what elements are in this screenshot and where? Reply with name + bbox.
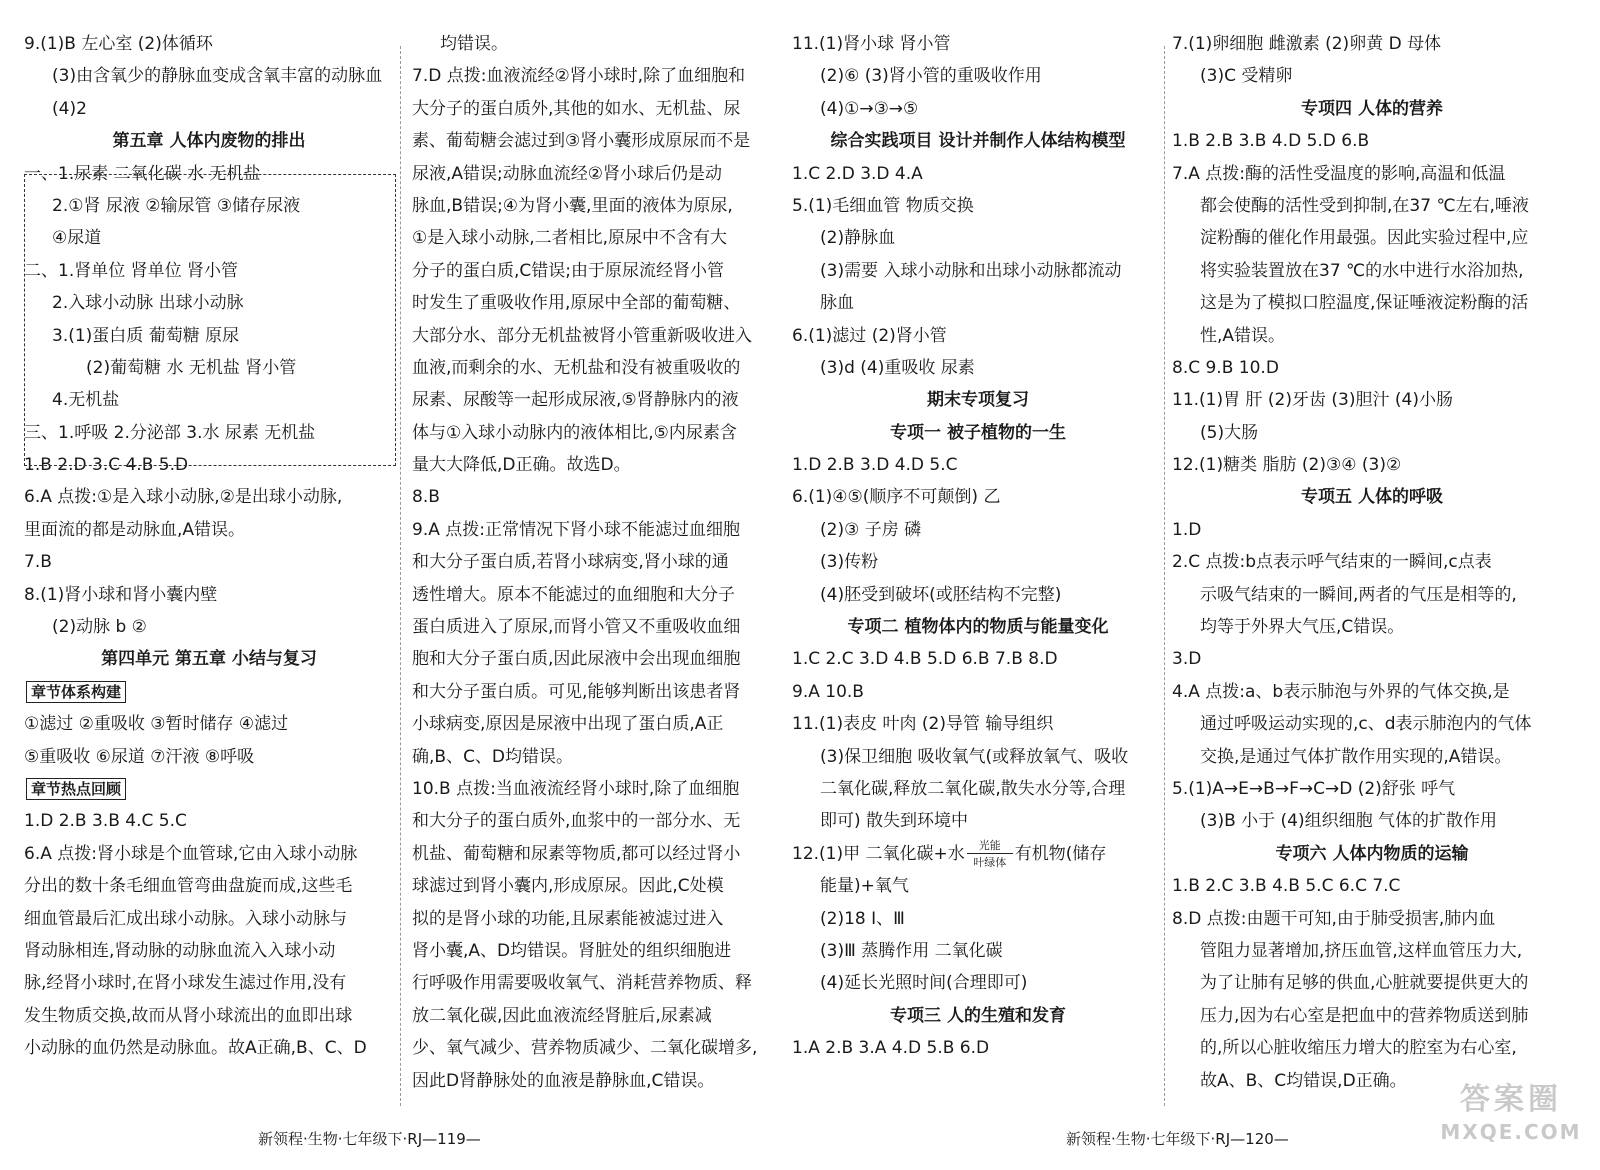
- answer-line: 小球病变,原因是尿液中出现了蛋白质,A正: [412, 714, 724, 735]
- answer-line: 1.C 2.C 3.D 4.B 5.D 6.B 7.B 8.D: [792, 649, 1058, 670]
- answer-line: 将实验装置放在37 ℃的水中进行水浴加热,: [1200, 260, 1524, 281]
- answer-line: 尿素、尿酸等一起形成尿液,⑤肾静脉内的液: [412, 390, 739, 411]
- answer-line: 三、1.呼吸 2.分泌部 3.水 尿素 无机盐: [24, 422, 316, 443]
- summary-dashed-box: [24, 174, 396, 466]
- answer-line: 机盐、葡萄糖和尿素等物质,都可以经过肾小: [412, 843, 741, 864]
- answer-line: (3)d (4)重吸收 尿素: [820, 357, 975, 378]
- answer-line: 和大分子蛋白质,若肾小球病变,肾小球的通: [412, 552, 729, 573]
- answer-line: (5)大肠: [1200, 422, 1259, 443]
- section-heading: 期末专项复习: [927, 390, 1029, 411]
- answer-line: 4.A 点拨:a、b表示肺泡与外界的气体交换,是: [1172, 681, 1510, 702]
- section-heading: 专项一 被子植物的一生: [890, 422, 1066, 443]
- answer-line: 1.B 2.B 3.B 4.D 5.D 6.B: [1172, 131, 1370, 152]
- answer-line: 能量)+氧气: [820, 876, 909, 897]
- answer-line: 放二氧化碳,因此血液流经肾脏后,尿素减: [412, 1005, 712, 1026]
- answer-line: 11.(1)表皮 叶肉 (2)导管 输导组织: [792, 714, 1054, 735]
- section-tag: [24, 773, 394, 805]
- answer-line: 脉血,B错误;④为肾小囊,里面的液体为原尿,: [412, 195, 733, 216]
- answer-line: 里面流的都是动脉血,A错误。: [24, 519, 246, 540]
- answer-line: 分出的数十条毛细血管弯曲盘旋而成,这些毛: [24, 876, 353, 897]
- answer-line: 都会使酶的活性受到抑制,在37 ℃左右,唾液: [1200, 195, 1529, 216]
- answer-line: 8.(1)肾小球和肾小囊内壁: [24, 584, 218, 605]
- answer-line: (3)B 小于 (4)组织细胞 气体的扩散作用: [1200, 811, 1498, 832]
- answer-line: (4)延长光照时间(合理即可): [820, 973, 1028, 994]
- answer-line: ①是入球小动脉,二者相比,原尿中不含有大: [412, 228, 728, 249]
- answer-line: 压力,因为右心室是把血中的营养物质送到肺: [1200, 1005, 1529, 1026]
- answer-line: 1.B 2.C 3.B 4.B 5.C 6.C 7.C: [1172, 876, 1401, 897]
- section-tag: [24, 676, 394, 708]
- answer-line: (3)传粉: [820, 552, 879, 573]
- arrow-condition-top: 光能: [978, 838, 1001, 852]
- answer-line: 胞和大分子蛋白质,因此尿液中会出现血细胞: [412, 649, 741, 670]
- answer-line: (4)胚受到破坏(或胚结构不完整): [820, 584, 1062, 605]
- answer-line: 二氧化碳,释放二氧化碳,散失水分等,合理: [820, 778, 1126, 799]
- answer-line: 6.A 点拨:肾小球是个血管球,它由入球小动脉: [24, 843, 358, 864]
- answer-line: 7.A 点拨:酶的活性受温度的影响,高温和低温: [1172, 163, 1506, 184]
- answer-line: 的,所以心脏收缩压力增大的腔室为右心室,: [1200, 1038, 1517, 1059]
- answer-line: 7.B: [24, 552, 52, 573]
- column-4: [1172, 28, 1572, 1097]
- section-heading: 专项六 人体内物质的运输: [1275, 843, 1469, 864]
- answer-line: 大部分水、部分无机盐被肾小管重新吸收进入: [412, 325, 752, 346]
- arrow-condition-bottom: 叶绿体: [973, 855, 1007, 869]
- answer-line: 通过呼吸运动实现的,c、d表示肺泡内的气体: [1200, 714, 1532, 735]
- answer-line: 1.B 2.D 3.C 4.B 5.D: [24, 455, 189, 476]
- answer-line: 8.D 点拨:由题干可知,由于肺受损害,肺内血: [1172, 908, 1496, 929]
- answer-line: 管阻力显著增加,挤压血管,这样血管压力大,: [1200, 940, 1523, 961]
- answer-line: 6.A 点拨:①是入球小动脉,②是出球小动脉,: [24, 487, 343, 508]
- answer-line: 均错误。: [440, 34, 508, 54]
- watermark-url: MXQE.COM: [1440, 1120, 1582, 1144]
- answer-line: ①滤过 ②重吸收 ③暂时储存 ④滤过: [24, 714, 289, 735]
- answer-line: 交换,是通过气体扩散作用实现的,A错误。: [1200, 746, 1512, 767]
- answer-line: 1.A 2.B 3.A 4.D 5.B 6.D: [792, 1038, 990, 1059]
- watermark-title: 答案圈: [1460, 1082, 1562, 1117]
- answer-line: 因此D肾静脉处的血液是静脉血,C错误。: [412, 1070, 715, 1091]
- answer-line: 一、1.尿素 二氧化碳 水 无机盐: [24, 163, 261, 184]
- answer-line: 和大分子的蛋白质外,血浆中的一部分水、无: [412, 811, 741, 832]
- section-heading: 第四单元 第五章 小结与复习: [101, 649, 317, 670]
- section-heading: 第五章 人体内废物的排出: [112, 131, 306, 152]
- watermark-logo: [1436, 1080, 1586, 1150]
- answer-line: 和大分子蛋白质。可见,能够判断出该患者肾: [412, 681, 741, 702]
- answer-line: 为了让肺有足够的供血,心脏就要提供更大的: [1200, 973, 1529, 994]
- answer-line: (4)①→③→⑤: [820, 98, 919, 119]
- answer-line: 分子的蛋白质,C错误;由于原尿流经肾小管: [412, 260, 725, 281]
- answer-line: 大分子的蛋白质外,其他的如水、无机盐、尿: [412, 98, 741, 119]
- answer-line: (3)由含氧少的静脉血变成含氧丰富的动脉血: [52, 66, 383, 87]
- answer-line: 脉血: [820, 293, 854, 314]
- answer-line: (3)C 受精卵: [1200, 66, 1293, 87]
- answer-line: 血液,而剩余的水、无机盐和没有被重吸收的: [412, 357, 741, 378]
- answer-line: 脉,经肾小球时,在肾小球发生滤过作用,没有: [24, 973, 347, 994]
- answer-line: 2.入球小动脉 出球小动脉: [52, 293, 244, 314]
- answer-line: 4.无机盐: [52, 390, 120, 411]
- answer-line: 示吸气结束的一瞬间,两者的气压是相等的,: [1200, 584, 1517, 605]
- answer-line: (2)动脉 b ②: [52, 617, 147, 638]
- answer-line: 8.C 9.B 10.D: [1172, 357, 1279, 378]
- answer-line: 5.(1)毛细血管 物质交换: [792, 195, 974, 216]
- answer-line: 8.B: [412, 487, 440, 508]
- answer-line: 即可) 散失到环境中: [820, 811, 969, 832]
- answer-line: 1.D 2.B 3.B 4.C 5.C: [24, 811, 187, 832]
- answer-line: (3)Ⅲ 蒸腾作用 二氧化碳: [820, 940, 1003, 961]
- answer-line: 量大大降低,D正确。故选D。: [412, 455, 631, 476]
- answer-line: 故A、B、C均错误,D正确。: [1200, 1070, 1407, 1091]
- answer-line: 少、氧气减少、营养物质减少、二氧化碳增多,: [412, 1038, 758, 1059]
- answer-line: 12.(1)糖类 脂肪 (2)③④ (3)②: [1172, 455, 1402, 476]
- answer-line: 性,A错误。: [1200, 325, 1286, 346]
- answer-line: 7.D 点拨:血液流经②肾小球时,除了血细胞和: [412, 66, 746, 87]
- answer-line: 蛋白质进入了原尿,而肾小管又不重吸收血细: [412, 617, 741, 638]
- answer-line: 细血管最后汇成出球小动脉。入球小动脉与: [24, 908, 347, 929]
- answer-line: 9.(1)B 左心室 (2)体循环: [24, 34, 213, 54]
- answer-line: 肾动脉相连,肾动脉的动脉血流入入球小动: [24, 940, 336, 961]
- answer-line: 行呼吸作用需要吸收氧气、消耗营养物质、释: [412, 973, 752, 994]
- answer-line: 尿液,A错误;动脉血流经②肾小球后仍是动: [412, 163, 723, 184]
- answer-line: 素、葡萄糖会滤过到③肾小囊形成原尿而不是: [412, 131, 751, 152]
- answer-line: (2)静脉血: [820, 228, 896, 249]
- answer-line: 2.C 点拨:b点表示呼气结束的一瞬间,c点表: [1172, 552, 1492, 573]
- equation-line: [792, 838, 1164, 870]
- answer-line: 5.(1)A→E→B→F→C→D (2)舒张 呼气: [1172, 778, 1456, 799]
- answer-line: 拟的是肾小球的功能,且尿素能被滤过进入: [412, 908, 724, 929]
- column-divider: [400, 46, 401, 1106]
- column-3: [792, 28, 1164, 1065]
- answer-line: 这是为了模拟口腔温度,保证唾液淀粉酶的活: [1200, 293, 1529, 314]
- answer-line: 6.(1)④⑤(顺序不可颠倒) 乙: [792, 487, 1001, 508]
- answer-line: (2)18 Ⅰ、Ⅲ: [820, 908, 905, 929]
- answer-line: ⑤重吸收 ⑥尿道 ⑦汗液 ⑧呼吸: [24, 746, 255, 767]
- answer-line: 二、1.肾单位 肾单位 肾小管: [24, 260, 239, 281]
- answer-line: 小动脉的血仍然是动脉血。故A正确,B、C、D: [24, 1038, 367, 1059]
- answer-line: (3)保卫细胞 吸收氧气(或释放氧气、吸收: [820, 746, 1129, 767]
- answer-line: (3)需要 入球小动脉和出球小动脉都流动: [820, 260, 1122, 281]
- answer-line: 确,B、C、D均错误。: [412, 746, 574, 767]
- answer-line: 体与①入球小动脉内的液体相比,⑤内尿素含: [412, 422, 737, 443]
- answer-line: 6.(1)滤过 (2)肾小管: [792, 325, 947, 346]
- answer-line: 7.(1)卵细胞 雌激素 (2)卵黄 D 母体: [1172, 34, 1442, 54]
- answer-line: 11.(1)肾小球 肾小管: [792, 34, 951, 54]
- answer-line: (2)③ 子房 磷: [820, 519, 922, 540]
- answer-line: (4)2: [52, 98, 87, 119]
- equation-lead: 12.(1)甲 二氧化碳+水: [792, 843, 965, 864]
- answer-line: (2)⑥ (3)肾小管的重吸收作用: [820, 66, 1042, 87]
- answer-line: 1.D 2.B 3.D 4.D 5.C: [792, 455, 958, 476]
- section-heading: 专项二 植物体内的物质与能量变化: [847, 617, 1109, 638]
- section-tag-label: 章节热点回顾: [26, 778, 126, 800]
- section-heading: 专项五 人体的呼吸: [1301, 487, 1443, 508]
- answer-line: 3.(1)蛋白质 葡萄糖 原尿: [52, 325, 240, 346]
- answer-line: 1.C 2.D 3.D 4.A: [792, 163, 923, 184]
- answer-line: 透性增大。原本不能滤过的血细胞和大分子: [412, 584, 735, 605]
- answer-line: 发生物质交换,故而从肾小球流出的血即出球: [24, 1005, 353, 1026]
- answer-line: 1.D: [1172, 519, 1202, 540]
- column-2: [412, 28, 784, 1097]
- column-divider: [1164, 46, 1165, 1106]
- section-tag-label: 章节体系构建: [26, 681, 126, 703]
- answer-line: 淀粉酶的催化作用最强。因此实验过程中,应: [1200, 228, 1529, 249]
- answer-line: (2)葡萄糖 水 无机盐 肾小管: [86, 357, 297, 378]
- answer-line: 时发生了重吸收作用,原尿中全部的葡萄糖、: [412, 293, 741, 314]
- section-heading: 专项三 人的生殖和发育: [890, 1005, 1066, 1026]
- answer-line: 9.A 10.B: [792, 681, 864, 702]
- answer-line: 9.A 点拨:正常情况下肾小球不能滤过血细胞: [412, 519, 740, 540]
- reaction-arrow: [967, 838, 1013, 869]
- answer-line: 3.D: [1172, 649, 1202, 670]
- answer-line: 球滤过到肾小囊内,形成原尿。因此,C处模: [412, 876, 724, 897]
- answer-line: ④尿道: [52, 228, 102, 249]
- answer-line: 均等于外界大气压,C错误。: [1200, 617, 1405, 638]
- answer-line: 肾小囊,A、D均错误。肾脏处的组织细胞进: [412, 940, 732, 961]
- section-heading: 综合实践项目 设计并制作人体结构模型: [830, 131, 1126, 152]
- answer-line: 2.①肾 尿液 ②输尿管 ③储存尿液: [52, 195, 301, 216]
- equation-tail: 有机物(储存: [1014, 843, 1107, 864]
- answer-line: 11.(1)胃 肝 (2)牙齿 (3)胆汁 (4)小肠: [1172, 390, 1453, 411]
- footer-right: 新领程·生物·七年级下·RJ—120—: [1066, 1130, 1289, 1148]
- answer-line: 10.B 点拨:当血液流经肾小球时,除了血细胞: [412, 778, 740, 799]
- footer-left: 新领程·生物·七年级下·RJ—119—: [258, 1130, 481, 1148]
- section-heading: 专项四 人体的营养: [1301, 98, 1443, 119]
